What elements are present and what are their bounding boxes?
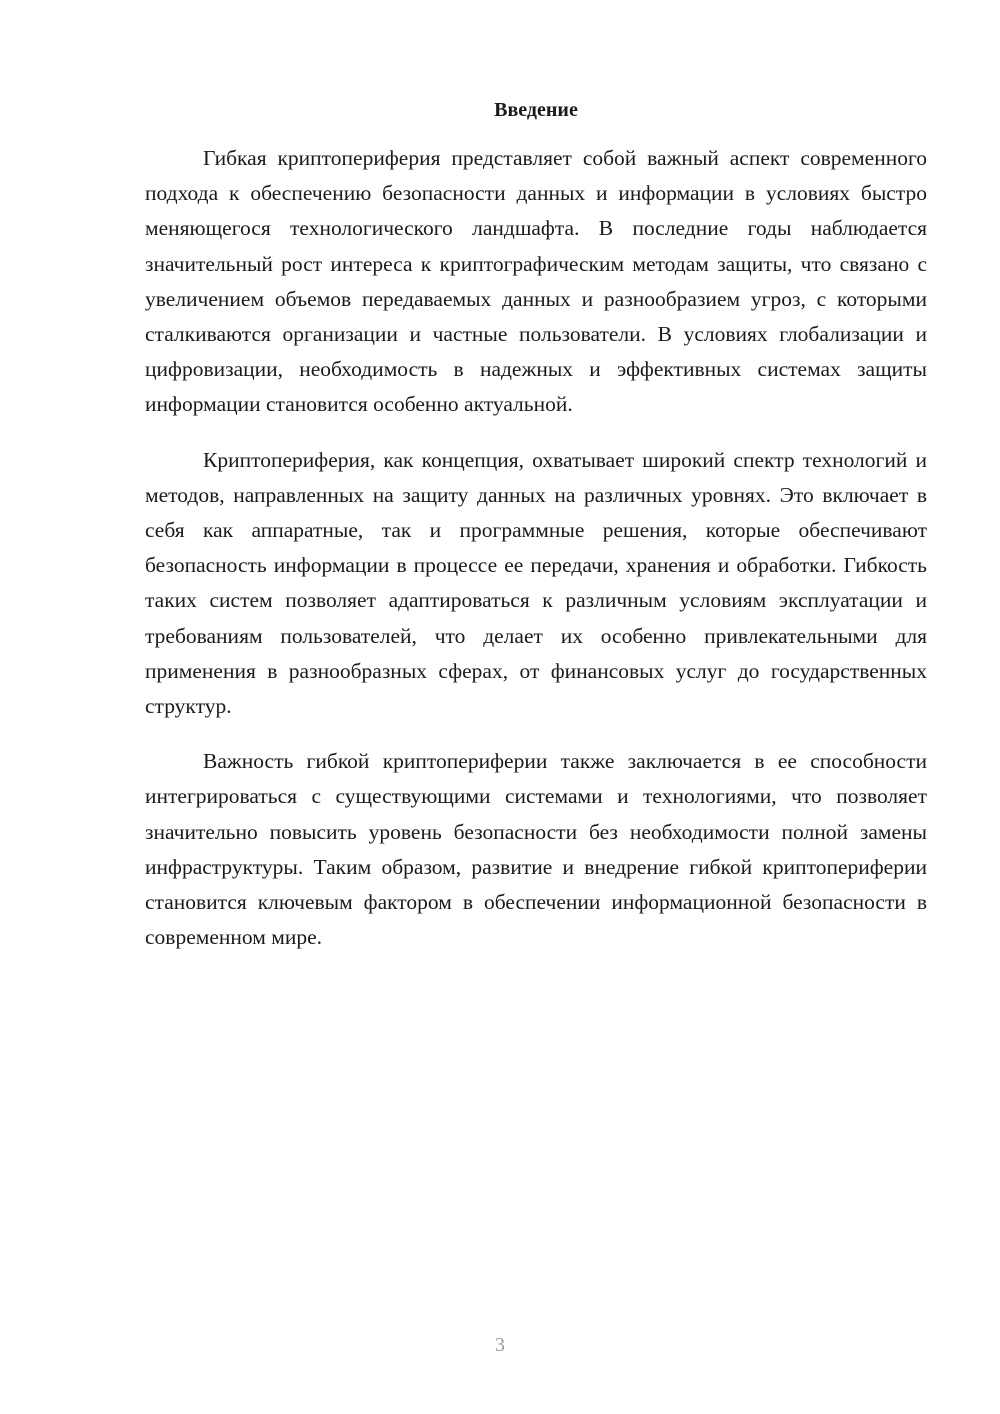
paragraph-3: Важность гибкой криптопериферии также заключается в ее способности интегрироваться с существующими системами и технологиями, что позволяет значительно повысить уровень безопасности без необходимости полной замены инфраструктуры. Таким образом, развитие и внедрение гибкой криптопериферии становится ключевым фактором в обеспечении информационной безопасности в современном мире. (145, 749, 927, 950)
body-text (145, 141, 927, 975)
page-title: Введение (494, 99, 578, 121)
page-number: 3 (495, 1334, 505, 1356)
paragraph-1: Гибкая криптопериферия представляет собой важный аспект современного подхода к обеспечению безопасности данных и информации в условиях быстро меняющегося технологического ландшафта. В последние годы наблюдается значительный рост интереса к криптографическим методам защиты, что связано с увеличением объемов передаваемых данных и разнообразием угроз, с которыми сталкиваются организации и частные пользователи. В условиях глобализации и цифровизации, необходимость в надежных и эффективных системах защиты информации становится особенно актуальной. (145, 146, 927, 417)
paragraph-2: Криптопериферия, как концепция, охватывает широкий спектр технологий и методов, направленных на защиту данных на различных уровнях. Это включает в себя как аппаратные, так и программные решения, которые обеспечивают безопасность информации в процессе ее передачи, хранения и обработки. Гибкость таких систем позволяет адаптироваться к различным условиям эксплуатации и требованиям пользователей, что делает их особенно привлекательными для применения в разнообразных сферах, от финансовых услуг до государственных структур. (145, 447, 927, 719)
